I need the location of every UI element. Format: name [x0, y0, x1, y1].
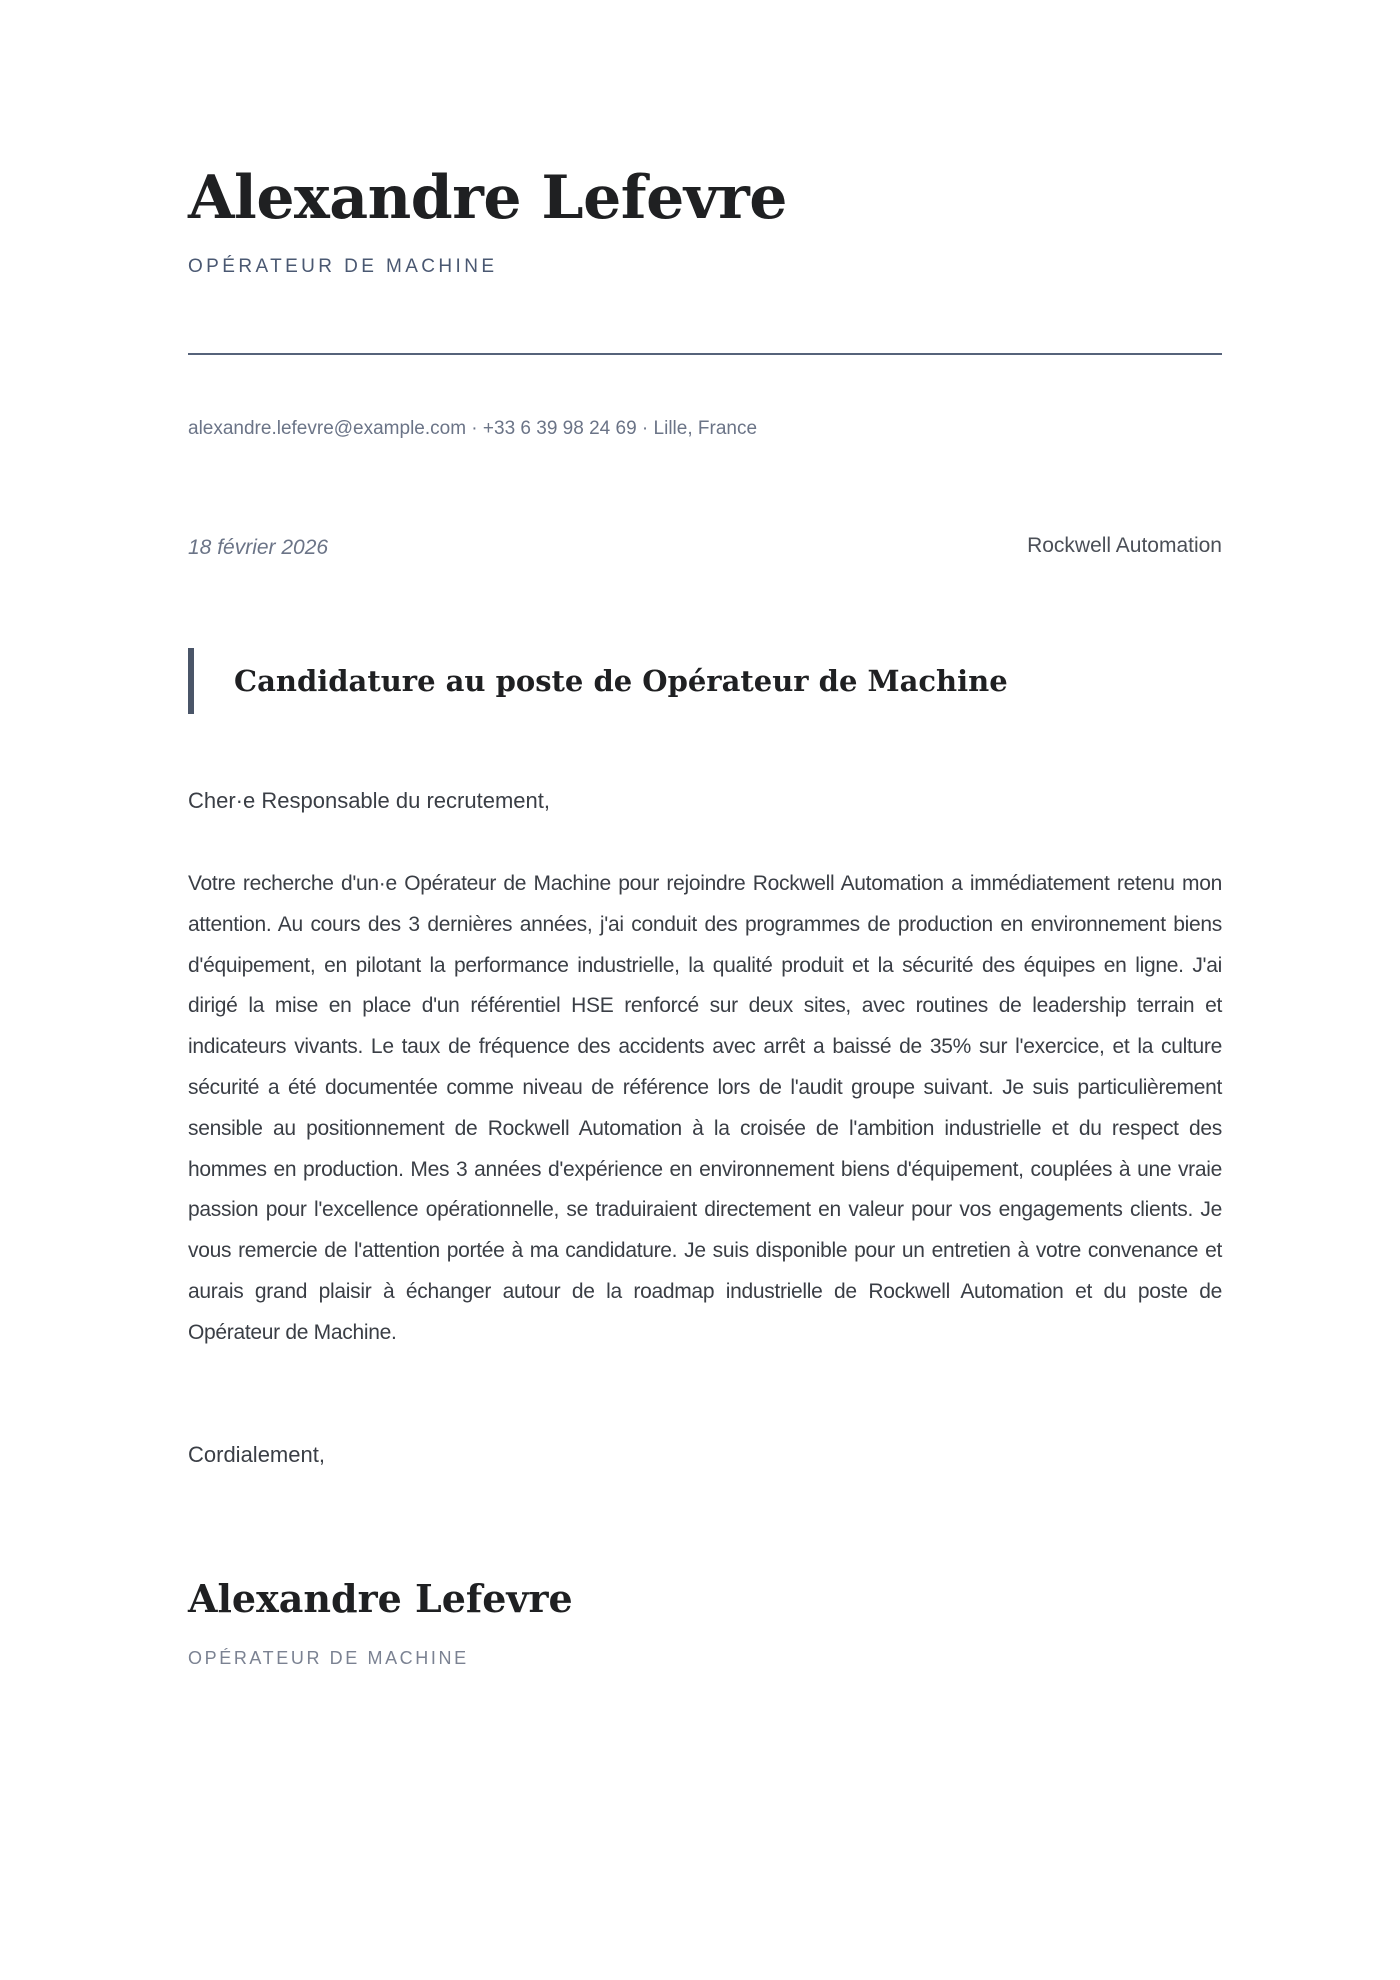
closing: Cordialement, [188, 1442, 325, 1467]
applicant-role: OPÉRATEUR DE MACHINE [188, 256, 498, 277]
applicant-name: Alexandre Lefevre [188, 163, 787, 233]
letter-date: 18 février 2026 [188, 536, 329, 559]
letter-body: Votre recherche d'un·e Opérateur de Machine pour rejoindre Rockwell Automation a immédiatement retenu mon attention. Au cours des 3 dernières années, j'ai conduit des programmes de production en environnement biens d'équipement, en pilotant la performance industrielle, la qualité produit et la sécurité des équipes en ligne. J'ai dirigé la mise en place d'un référentiel HSE renforcé sur deux sites, avec routines de leadership terrain et indicateurs vivants. Le taux de fréquence des accidents avec arrêt a baissé de 35% sur l'exercice, et la culture sécurité a été documentée comme niveau de référence lors de l'audit groupe suivant. Je suis particulièrement sensible au positionnement de Rockwell Automation à la croisée de l'ambition industrielle et du respect des hommes en production. Mes 3 années d'expérience en environnement biens d'équipement, couplées à une vraie passion pour l'excellence opérationnelle, se traduiraient directement en valeur pour vos engagements clients. Je vous remercie de l'attention portée à ma candidature. Je suis disponible pour un entretien à votre convenance et aurais grand plaisir à échanger autour de la roadmap industrielle de Rockwell Automation et du poste de Opérateur de Machine. [188, 872, 1222, 1344]
signature-role: OPÉRATEUR DE MACHINE [188, 1648, 469, 1668]
header-divider [188, 353, 1222, 355]
subject-block [188, 648, 1008, 714]
salutation: Cher·e Responsable du recrutement, [188, 788, 550, 813]
signature-name: Alexandre Lefevre [188, 1576, 573, 1621]
contact-line: alexandre.lefevre@example.com · +33 6 39 98 24 69 · Lille, France [188, 418, 758, 439]
recipient-company: Rockwell Automation [1027, 534, 1222, 557]
letter-subject: Candidature au poste de Opérateur de Machine [234, 664, 1008, 698]
